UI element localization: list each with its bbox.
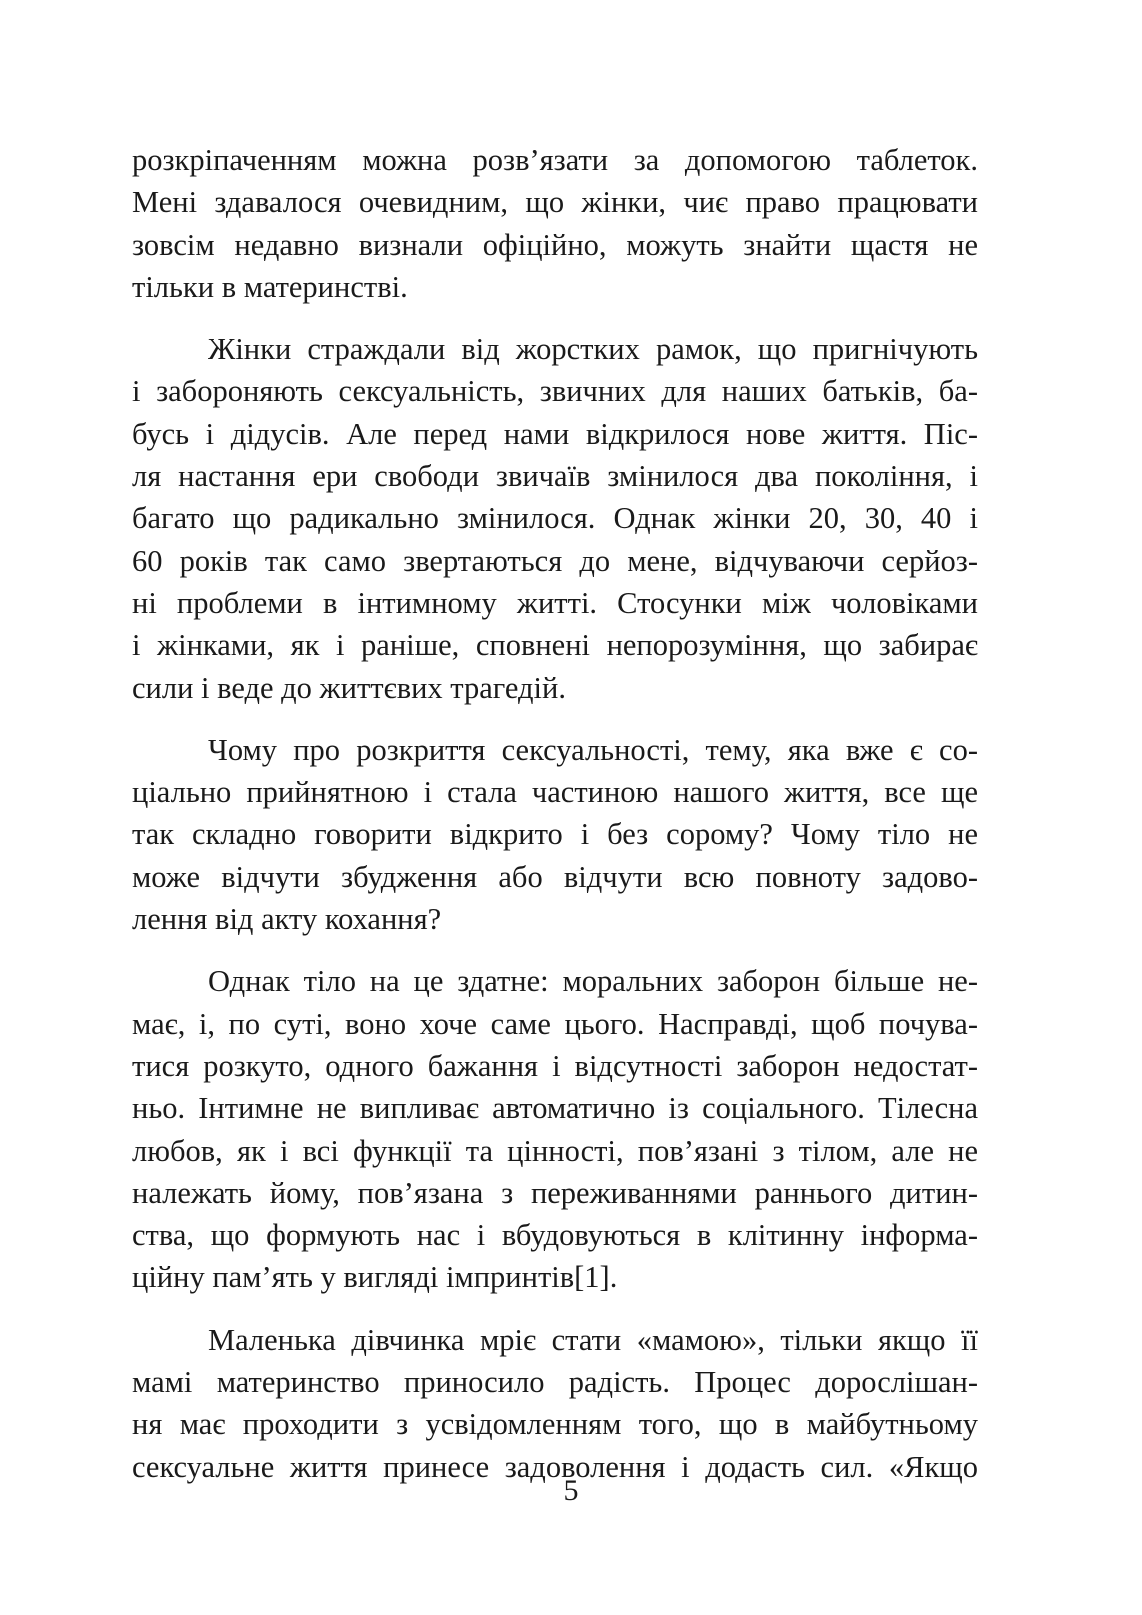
text-line: ційну пам’ять у вигляді імпринтів[1]. — [132, 1260, 618, 1295]
paragraph-5 — [132, 1319, 978, 1488]
text-line: тільки в материнстві. — [132, 269, 408, 304]
text-line: лення від акту кохання? — [132, 902, 442, 937]
text-line: сили і веде до життєвих трагедій. — [132, 670, 566, 705]
text-line: Чому про розкриття сексуальності, тему, яка вже є со- — [208, 732, 978, 767]
paragraph-3 — [132, 729, 978, 940]
paragraph-1 — [132, 139, 978, 308]
text-line: і забороняють сексуальність, звичних для наших батьків, ба- — [132, 374, 978, 409]
text-line: може відчути збудження або відчути всю повноту задово- — [132, 859, 978, 894]
text-line: Мені здавалося очевидним, що жінки, чиє право працювати — [132, 185, 978, 220]
text-line: Маленька дівчинка мріє стати «мамою», тільки якщо її — [208, 1322, 978, 1357]
text-line: зовсім недавно визнали офіційно, можуть знайти щастя не — [132, 227, 978, 262]
text-line: має, і, по суті, воно хоче саме цього. Насправді, щоб почува- — [132, 1006, 978, 1041]
text-line: і жінками, як і раніше, сповнені непорозуміння, що забирає — [132, 628, 978, 663]
text-line: належать йому, пов’язана з переживаннями раннього дитин- — [132, 1175, 978, 1210]
page-number: 5 — [563, 1474, 579, 1507]
text-line: Жінки страждали від жорстких рамок, що пригнічують — [208, 332, 978, 367]
text-line: ньо. Інтимне не випливає автоматично із соціального. Тілесна — [132, 1091, 978, 1126]
paragraph-2 — [132, 328, 978, 709]
text-line: багато що радикально змінилося. Однак жінки 20, 30, 40 і — [132, 501, 978, 536]
text-line: тися розкуто, одного бажання і відсутності заборон недостат- — [132, 1048, 978, 1083]
text-line: Однак тіло на це здатне: моральних заборон більше не- — [208, 964, 978, 999]
text-line: ства, що формують нас і вбудовуються в клітинну інформа- — [132, 1218, 978, 1253]
body-text — [132, 139, 978, 1508]
text-line: мамі материнство приносило радість. Процес дорослішан- — [132, 1365, 978, 1400]
text-line: сексуальне життя принесе задоволення і додасть сил. «Якщо — [132, 1449, 978, 1484]
text-line: ні проблеми в інтимному житті. Стосунки між чоловіками — [132, 585, 978, 620]
text-line: розкріпаченням можна розв’язати за допомогою таблеток. — [132, 143, 978, 177]
text-line: ля настання ери свободи звичаїв змінилося два покоління, і — [132, 459, 978, 494]
text-line: так складно говорити відкрито і без сорому? Чому тіло не — [132, 817, 978, 852]
text-line: 60 років так само звертаються до мене, відчуваючи серйоз- — [132, 543, 978, 578]
text-line: ціально прийнятною і стала частиною нашого життя, все ще — [132, 775, 978, 810]
paragraph-4 — [132, 960, 978, 1298]
text-line: ня має проходити з усвідомленням того, що в майбутньому — [132, 1407, 978, 1442]
text-line: бусь і дідусів. Але перед нами відкрилося нове життя. Піс- — [132, 416, 978, 451]
text-line: любов, як і всі функції та цінності, пов’язані з тілом, але не — [132, 1133, 978, 1168]
